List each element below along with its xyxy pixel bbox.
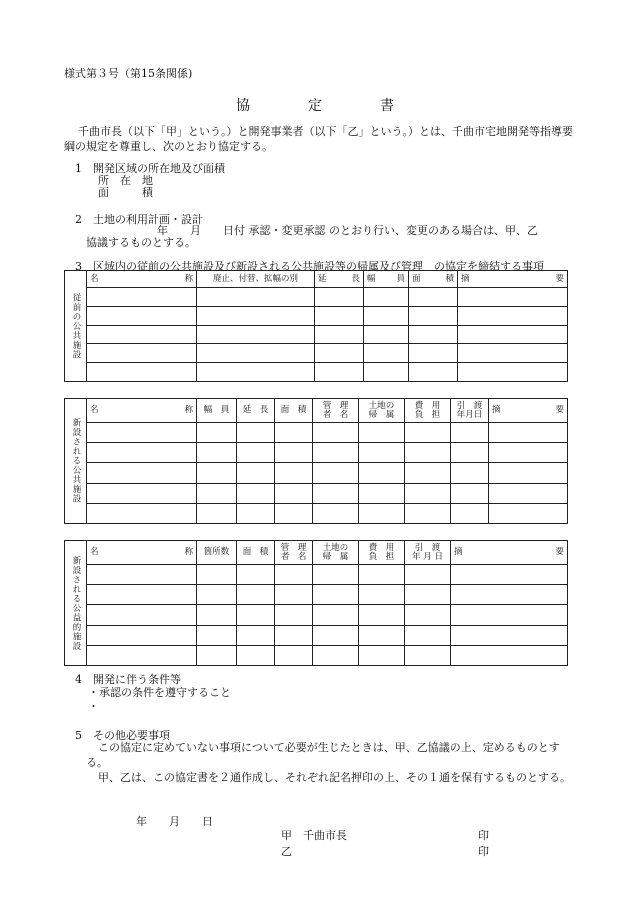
party-b-label: 乙 [281,845,292,858]
section2-line1: 年 月 日付 承認・変更承認 のとおり行い、変更のある場合は、甲、乙 [157,224,538,237]
col-note: 摘 要 [458,271,568,288]
table-row [65,423,568,443]
condition-item-2: ・ [88,700,99,713]
col-length: 延 長 [315,271,364,288]
section5-heading: 5 その他必要事項 [75,729,170,742]
table-side-label: 新設される公益的施設 [65,541,87,666]
party-a-seal: 印 [478,829,489,842]
table-row [65,605,568,625]
table-row [65,344,568,363]
table-row [65,585,568,605]
col-cost-burden: 費 用 負 担 [359,541,405,565]
section2-heading: 2 土地の利用計画・設計 [75,213,203,226]
section2-line2: 協議するものとする。 [86,236,196,249]
intro-paragraph: 千曲市長（以下「甲」という。）と開発事業者（以下「乙」という。）とは、千曲市宅地開発等指導要綱の規定を尊重し、次のとおり協定する。 [64,125,573,153]
col-handover-date: 引 渡 年 月 日 [405,541,451,565]
table-header-row [65,399,568,423]
section1-heading: 1 開発区域の所在地及び面積 [75,162,225,175]
section5-paragraph-2: 甲、乙は、この協定書を２通作成し、それぞれ記名押印の上、その１通を保有するものとする。 [98,771,571,784]
table-row [65,443,568,463]
col-cost-burden: 費 用 負 担 [405,399,451,423]
col-type: 廃止、付替、拡幅の別 [197,271,315,288]
section3-heading: 3 区域内の従前の公共施設及び新設される公共施設等の帰属及び管理 の協定を締結する事項 [75,260,544,273]
table-row [65,325,568,344]
sign-date: 年 月 日 [136,815,213,828]
table-side-label: 従前の公共施設 [65,271,87,382]
table-row [65,483,568,503]
col-area: 面 積 [409,271,458,288]
col-width: 幅 員 [364,271,409,288]
new-public-interest-facilities-table [64,540,568,666]
section4-heading: 4 開発に伴う条件等 [75,673,181,686]
col-name: 名 称 [87,399,197,423]
table-row [65,306,568,325]
table-row [65,503,568,523]
table-side-label: 新設される公共施設 [65,399,87,524]
document-title: 協定書 [236,98,452,114]
table-row [65,645,568,665]
condition-item-1: ・承認の条件を遵守すること [88,686,231,699]
col-manager: 管 理 者 名 [313,399,359,423]
col-land-ownership: 土地の 帰 属 [313,541,359,565]
area-label: 面 積 [98,186,153,199]
col-count: 箇所数 [197,541,237,565]
form-number: 様式第３号（第15条関係) [64,67,193,80]
table-row [65,463,568,483]
col-width: 幅 員 [197,399,237,423]
col-note: 摘 要 [451,541,568,565]
existing-facilities-table [64,270,568,382]
col-handover-date: 引 渡 年月日 [451,399,489,423]
table-header-row [65,541,568,565]
col-name: 名 称 [87,541,197,565]
col-area: 面 積 [237,541,275,565]
col-name: 名 称 [87,271,197,288]
party-b-seal: 印 [478,845,489,858]
col-land-ownership: 土地の 帰 属 [359,399,405,423]
col-manager: 管 理 者 名 [275,541,313,565]
col-note: 摘 要 [489,399,568,423]
table-row [65,625,568,645]
table-row [65,565,568,585]
col-area: 面 積 [275,399,313,423]
table-header-row [65,271,568,288]
table-row [65,288,568,307]
table-row [65,363,568,382]
section5-paragraph-1: この協定に定めていない事項について必要が生じたときは、甲、乙協議の上、定めるものとする。 [86,741,560,769]
col-length: 延 長 [237,399,275,423]
party-a-label: 甲 千曲市長 [281,829,347,842]
new-public-facilities-table [64,398,568,524]
location-label: 所 在 地 [98,174,153,187]
